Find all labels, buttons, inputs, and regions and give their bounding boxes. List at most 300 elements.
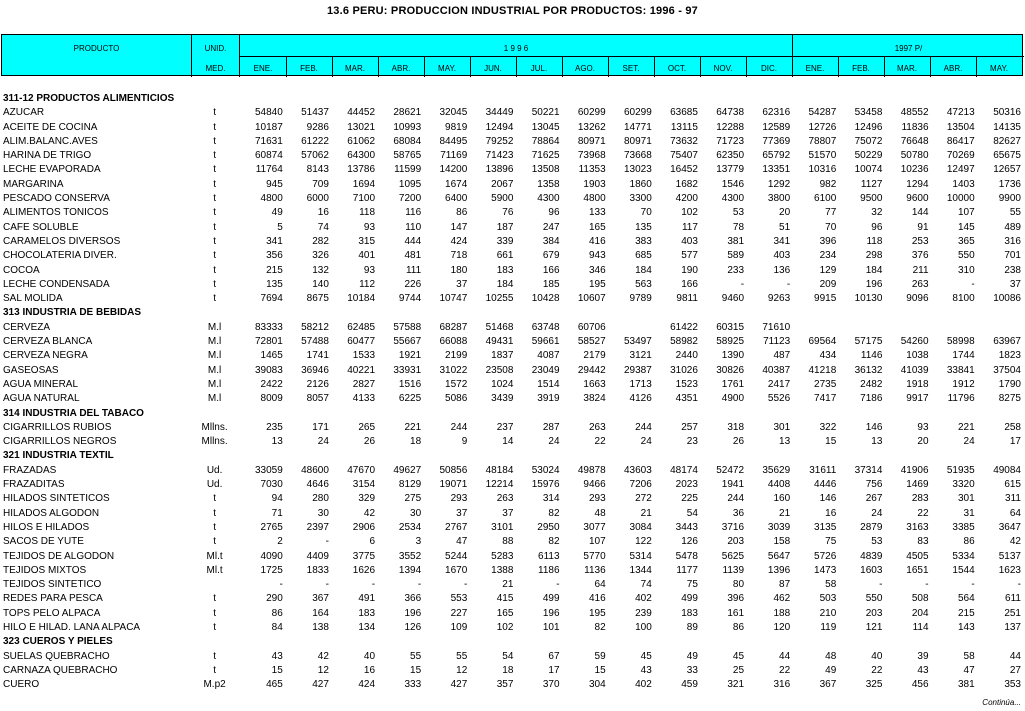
unit-cell: M.l <box>207 364 222 376</box>
value-cell: 9915 <box>814 293 837 305</box>
value-cell: 1823 <box>998 350 1021 362</box>
unit-cell <box>191 578 239 592</box>
value-cell: 54 <box>502 650 514 662</box>
value-cell: 180 <box>450 264 468 276</box>
page-title: 13.6 PERU: PRODUCCION INDUSTRIAL POR PRODUCTOS: 1996 - 97 <box>326 5 698 17</box>
value-cell: 188 <box>773 607 791 619</box>
value-cell: - <box>325 536 329 548</box>
value-cell: 3552 <box>398 550 422 562</box>
value-cell: 94 <box>271 493 283 505</box>
value-cell: 43 <box>640 664 652 676</box>
value-cell: 70 <box>825 221 837 233</box>
value-cell: 71169 <box>440 150 468 162</box>
value-cell: 293 <box>588 493 606 505</box>
month-header-1996: FEB. <box>300 64 318 73</box>
unit-cell: t <box>213 521 216 533</box>
value-cell: 49084 <box>993 464 1021 476</box>
value-cell: 945 <box>266 178 283 190</box>
value-cell: 27 <box>1009 664 1021 676</box>
value-cell: 183 <box>496 264 514 276</box>
product-name: HILO E HILAD. LANA ALPACA <box>3 621 141 633</box>
value-cell: 24 <box>548 436 560 448</box>
value-cell: 326 <box>312 250 329 262</box>
value-cell: 381 <box>957 679 975 691</box>
value-cell: 367 <box>819 679 837 691</box>
value-cell: 3775 <box>352 550 376 562</box>
value-cell: 5 <box>277 221 283 233</box>
value-cell: 45 <box>732 650 745 662</box>
value-cell: 7030 <box>260 479 283 491</box>
value-cell: 84495 <box>439 135 468 147</box>
value-cell: 3077 <box>583 521 606 533</box>
value-cell: 117 <box>681 221 698 233</box>
value-cell: 1694 <box>352 178 376 190</box>
table-row <box>1 106 1023 120</box>
value-cell: 5244 <box>445 550 468 562</box>
value-cell: 29442 <box>577 364 606 376</box>
value-cell: 282 <box>312 235 329 247</box>
value-cell: 47670 <box>347 464 376 476</box>
value-cell: 15 <box>271 664 283 676</box>
value-cell: 4126 <box>629 393 652 405</box>
value-cell: 203 <box>727 536 745 548</box>
value-cell: 4446 <box>814 479 837 491</box>
value-cell: 7186 <box>860 393 883 405</box>
value-cell: 381 <box>727 235 745 247</box>
value-cell: 235 <box>266 421 283 433</box>
unit-cell: t <box>213 135 216 147</box>
value-cell: 16 <box>825 507 837 519</box>
value-cell: 65792 <box>762 150 791 162</box>
value-cell: 146 <box>865 421 883 433</box>
value-cell: 1514 <box>537 378 560 390</box>
value-cell: 209 <box>819 278 837 290</box>
value-cell: 415 <box>496 593 514 605</box>
value-cell: 7100 <box>352 193 376 205</box>
value-cell: 71610 <box>762 321 791 333</box>
value-cell: 8129 <box>398 479 422 491</box>
value-cell: 5647 <box>767 550 791 562</box>
table-row <box>1 163 1023 177</box>
value-cell: 287 <box>542 421 560 433</box>
value-cell: 1912 <box>952 378 975 390</box>
section-title: 314 INDUSTRIA DEL TABACO <box>3 407 144 419</box>
product-name: GASEOSAS <box>3 364 59 376</box>
value-cell: 51 <box>779 221 791 233</box>
value-cell: 24 <box>963 436 975 448</box>
value-cell: 13351 <box>762 164 791 176</box>
value-cell: 2765 <box>260 521 283 533</box>
value-cell: 50316 <box>993 107 1021 119</box>
value-cell: 24 <box>871 507 883 519</box>
value-cell: 53 <box>732 207 745 219</box>
value-cell: 12497 <box>946 164 975 176</box>
value-cell: 49 <box>825 664 837 676</box>
value-cell: 6400 <box>445 193 468 205</box>
value-cell: 4090 <box>260 550 283 562</box>
value-cell: 5334 <box>952 550 975 562</box>
table-row <box>1 292 1023 306</box>
month-header-1996: AGO. <box>574 64 595 73</box>
value-cell: 239 <box>635 607 652 619</box>
header-year-1997: 1997 P/ <box>894 44 923 53</box>
value-cell: 2199 <box>445 350 468 362</box>
value-cell: 171 <box>312 421 329 433</box>
value-cell: 100 <box>635 621 652 633</box>
product-name: HILADOS SINTETICOS <box>3 493 110 505</box>
value-cell: 13 <box>871 436 883 448</box>
table-row <box>1 321 1023 335</box>
value-cell: 265 <box>358 421 376 433</box>
value-cell: 1038 <box>906 350 929 362</box>
value-cell: 4409 <box>306 550 329 562</box>
value-cell: 1761 <box>721 378 745 390</box>
value-cell: 145 <box>957 221 975 233</box>
value-cell: 7200 <box>398 193 422 205</box>
value-cell: 166 <box>681 278 698 290</box>
value-cell: 367 <box>312 593 329 605</box>
value-cell: 42 <box>317 650 329 662</box>
value-cell <box>931 321 977 335</box>
value-cell: 184 <box>496 278 514 290</box>
value-cell: 48552 <box>900 107 929 119</box>
value-cell: 15 <box>410 664 422 676</box>
section-row <box>1 407 1023 421</box>
value-cell: 577 <box>681 250 698 262</box>
value-cell: 564 <box>957 593 975 605</box>
value-cell: 70269 <box>946 150 975 162</box>
value-cell: 9263 <box>767 293 791 305</box>
month-header-1996: DIC. <box>761 64 777 73</box>
value-cell: 10255 <box>485 293 514 305</box>
value-cell: 60299 <box>623 107 652 119</box>
value-cell: 49431 <box>485 336 514 348</box>
value-cell: 71 <box>271 507 283 519</box>
value-cell: 322 <box>819 421 837 433</box>
table-row <box>1 264 1023 278</box>
value-cell: 31 <box>963 507 975 519</box>
continues-note: Continúa... <box>982 698 1021 707</box>
value-cell: 1403 <box>952 178 975 190</box>
value-cell: 12657 <box>993 164 1021 176</box>
table-row <box>1 564 1023 578</box>
value-cell: 9744 <box>398 293 422 305</box>
value-cell: 7417 <box>814 393 837 405</box>
value-cell: 1390 <box>721 350 745 362</box>
month-header-1996: JUL. <box>530 64 548 73</box>
value-cell: 59661 <box>531 336 560 348</box>
value-cell: 137 <box>1004 621 1021 633</box>
value-cell: 8143 <box>306 164 329 176</box>
value-cell: 1736 <box>998 178 1021 190</box>
value-cell: 615 <box>1004 479 1021 491</box>
production-table <box>1 92 1023 692</box>
value-cell: 9286 <box>306 121 329 133</box>
value-cell: 290 <box>266 593 283 605</box>
value-cell: 263 <box>911 278 929 290</box>
value-cell: 119 <box>820 621 837 633</box>
value-cell: 267 <box>865 493 883 505</box>
product-name: CERVEZA <box>3 321 51 333</box>
value-cell: 48184 <box>485 464 514 476</box>
unit-cell: t <box>213 264 216 276</box>
value-cell: 1663 <box>583 378 606 390</box>
value-cell: 18 <box>502 664 514 676</box>
value-cell: 12494 <box>485 121 514 133</box>
value-cell: 78864 <box>531 135 560 147</box>
value-cell: 1465 <box>260 350 283 362</box>
value-cell: 396 <box>819 235 837 247</box>
product-name: AZUCAR <box>3 107 45 119</box>
value-cell: 3163 <box>906 521 929 533</box>
value-cell: 36 <box>732 507 745 519</box>
value-cell: 1344 <box>629 564 652 576</box>
value-cell: 107 <box>957 207 975 219</box>
value-cell: 13779 <box>716 164 745 176</box>
value-cell: 3121 <box>629 350 652 362</box>
value-cell: 247 <box>542 221 560 233</box>
value-cell: 403 <box>681 235 698 247</box>
value-cell: 310 <box>957 264 975 276</box>
value-cell: 74 <box>317 221 329 233</box>
value-cell: 64300 <box>347 150 376 162</box>
value-cell: 384 <box>542 235 560 247</box>
section-title: 313 INDUSTRIA DE BEBIDAS <box>3 307 141 319</box>
unit-cell: t <box>213 178 216 190</box>
value-cell: 9819 <box>445 121 468 133</box>
unit-cell: M.l <box>207 321 222 333</box>
header-producto: PRODUCTO <box>73 44 120 53</box>
value-cell: 66088 <box>439 336 468 348</box>
value-cell: 346 <box>588 264 606 276</box>
value-cell: 11836 <box>901 121 929 133</box>
value-cell: 2126 <box>306 378 329 390</box>
value-cell: 1358 <box>537 178 560 190</box>
value-cell: 10187 <box>254 121 283 133</box>
product-name: ACEITE DE COCINA <box>3 121 98 133</box>
unit-cell: t <box>213 278 216 290</box>
value-cell: 4800 <box>583 193 606 205</box>
value-cell: 1523 <box>675 378 698 390</box>
value-cell: 1903 <box>583 178 606 190</box>
value-cell: 129 <box>819 264 837 276</box>
table-row <box>1 364 1023 378</box>
unit-cell: t <box>213 235 216 247</box>
value-cell: 244 <box>635 421 652 433</box>
value-cell: 166 <box>542 264 560 276</box>
value-cell: 53497 <box>623 336 652 348</box>
value-cell: 13508 <box>531 164 560 176</box>
table-row <box>1 592 1023 606</box>
value-cell: 10086 <box>993 293 1021 305</box>
value-cell: 16 <box>317 207 329 219</box>
value-cell: 8057 <box>306 393 329 405</box>
value-cell: 462 <box>773 593 791 605</box>
value-cell: 8009 <box>260 393 283 405</box>
unit-cell: Ml.t <box>206 564 223 576</box>
value-cell: 456 <box>911 679 929 691</box>
value-cell: 54 <box>686 507 698 519</box>
value-cell: 215 <box>266 264 283 276</box>
value-cell: 756 <box>865 479 883 491</box>
unit-cell: t <box>213 164 216 176</box>
value-cell: 73668 <box>623 150 652 162</box>
value-cell: 40221 <box>347 364 376 376</box>
value-cell: 2879 <box>860 521 883 533</box>
value-cell: 49627 <box>393 464 422 476</box>
value-cell: 12 <box>317 664 329 676</box>
unit-cell: t <box>213 250 216 262</box>
value-cell: 275 <box>404 493 422 505</box>
value-cell: 2 <box>277 536 283 548</box>
value-cell: 2440 <box>675 350 698 362</box>
value-cell: 62350 <box>716 150 745 162</box>
value-cell: 40387 <box>762 364 791 376</box>
product-name: TEJIDOS MIXTOS <box>3 564 87 576</box>
value-cell: 4351 <box>675 393 698 405</box>
value-cell: 50856 <box>439 464 468 476</box>
value-cell: 64738 <box>716 107 745 119</box>
value-cell: 23508 <box>485 364 514 376</box>
unit-cell: t <box>213 221 216 233</box>
value-cell: 135 <box>635 221 652 233</box>
value-cell: 272 <box>635 493 652 505</box>
value-cell: 73632 <box>670 135 698 147</box>
value-cell: 158 <box>773 536 791 548</box>
value-cell: 685 <box>635 250 652 262</box>
product-name: FRAZADAS <box>3 464 57 476</box>
value-cell: 63967 <box>993 336 1021 348</box>
table-row <box>1 521 1023 535</box>
month-header-1997: ENE. <box>805 64 825 73</box>
value-cell: 315 <box>358 235 376 247</box>
value-cell: 18 <box>410 436 422 448</box>
value-cell <box>977 321 1023 335</box>
value-cell: 75407 <box>670 150 698 162</box>
value-cell: 75072 <box>854 135 883 147</box>
value-cell: 42 <box>1009 536 1021 548</box>
value-cell: 44 <box>1009 650 1021 662</box>
value-cell: 120 <box>773 621 791 633</box>
value-cell: 263 <box>588 421 606 433</box>
value-cell: 33059 <box>254 464 283 476</box>
value-cell: 1546 <box>721 178 745 190</box>
value-cell: 10000 <box>946 193 975 205</box>
value-cell: 48 <box>825 650 837 662</box>
value-cell: 69564 <box>808 336 837 348</box>
value-cell: 1790 <box>998 378 1021 390</box>
value-cell: 86 <box>271 607 283 619</box>
value-cell: 67 <box>548 650 560 662</box>
month-header-1997: MAY. <box>990 64 1008 73</box>
value-cell: 87 <box>779 579 791 591</box>
value-cell: 39 <box>917 650 929 662</box>
unit-cell: Ml.t <box>206 550 223 562</box>
value-cell: 55 <box>456 650 468 662</box>
value-cell: 1292 <box>767 178 791 190</box>
value-cell: 138 <box>312 621 329 633</box>
value-cell: 427 <box>312 679 329 691</box>
value-cell: 4800 <box>260 193 283 205</box>
section-row <box>1 306 1023 320</box>
table-row <box>1 464 1023 478</box>
table-row <box>1 378 1023 392</box>
value-cell: 50221 <box>531 107 560 119</box>
value-cell: 136 <box>773 264 791 276</box>
value-cell: 8675 <box>306 293 329 305</box>
value-cell: 301 <box>773 421 791 433</box>
value-cell: 701 <box>1004 250 1021 262</box>
value-cell: 75 <box>686 579 698 591</box>
value-cell: 57488 <box>301 336 329 348</box>
value-cell: 144 <box>911 207 929 219</box>
value-cell: 65675 <box>993 150 1021 162</box>
value-cell: 58212 <box>301 321 329 333</box>
table-row <box>1 664 1023 678</box>
header-med: MED. <box>205 64 226 73</box>
value-cell: 661 <box>496 250 514 262</box>
product-name: HILADOS ALGODON <box>3 507 100 519</box>
value-cell: 4839 <box>860 550 883 562</box>
value-cell: 3300 <box>629 193 652 205</box>
value-cell: 58765 <box>393 150 422 162</box>
value-cell: 3039 <box>767 521 791 533</box>
value-cell: 37 <box>456 278 468 290</box>
value-cell: 184 <box>635 264 652 276</box>
value-cell: 15976 <box>531 479 560 491</box>
value-cell: 9900 <box>998 193 1021 205</box>
value-cell: 161 <box>727 607 745 619</box>
value-cell: 48600 <box>301 464 329 476</box>
value-cell: 19071 <box>439 479 468 491</box>
value-cell: 58 <box>963 650 975 662</box>
value-cell: 36946 <box>301 364 329 376</box>
unit-cell: t <box>213 536 216 548</box>
value-cell: 416 <box>588 593 606 605</box>
value-cell: 32 <box>871 207 883 219</box>
value-cell: 118 <box>866 235 883 247</box>
value-cell: 91 <box>917 221 929 233</box>
value-cell: 244 <box>727 493 745 505</box>
value-cell: 293 <box>450 493 468 505</box>
value-cell: - <box>371 579 376 591</box>
value-cell: 13 <box>779 436 791 448</box>
value-cell: 86 <box>732 621 745 633</box>
table-row <box>1 206 1023 220</box>
value-cell: 13115 <box>670 121 698 133</box>
value-cell: 333 <box>404 679 422 691</box>
value-cell: 73968 <box>577 150 606 162</box>
value-cell: 54260 <box>900 336 929 348</box>
value-cell: 8100 <box>952 293 975 305</box>
section-row <box>1 635 1023 649</box>
table-row <box>1 550 1023 564</box>
value-cell: 402 <box>635 593 652 605</box>
value-cell: 53458 <box>854 107 883 119</box>
value-cell: 943 <box>588 250 606 262</box>
value-cell: 1127 <box>860 178 883 190</box>
value-cell: 122 <box>635 536 652 548</box>
value-cell: - <box>879 579 883 591</box>
value-cell: 13 <box>271 436 283 448</box>
value-cell <box>838 321 884 335</box>
value-cell: 14200 <box>439 164 468 176</box>
value-cell: 321 <box>727 679 745 691</box>
value-cell: 57062 <box>301 150 329 162</box>
value-cell: 165 <box>496 607 514 619</box>
value-cell: 57588 <box>393 321 422 333</box>
value-cell: 84 <box>271 621 283 633</box>
